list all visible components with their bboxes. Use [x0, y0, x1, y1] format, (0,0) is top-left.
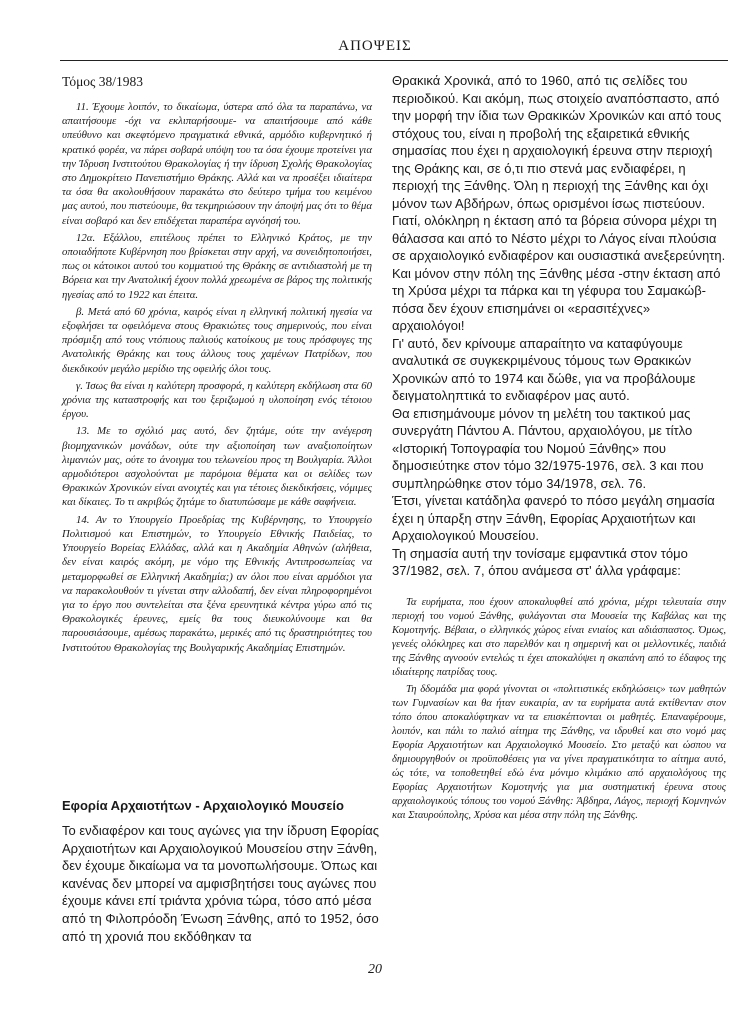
- quote-paragraph-1: Τα ευρήματα, που έχουν αποκαλυφθεί από χρόνια, μέχρι τελευταία στην περιοχή του νομού Ξάνθης, φυλάγονται στα Μουσεία της Καβάλας και της Κομοτηνής. Βέβαια, ο ελληνικός χώρος είναι ενιαίος και αδιάσπαστος. Όμως, γενεές ολόκληρες και στο παρελθόν και η σημερινή και οι μελλοντικές, παιδιά της Ξάνθης αγνοούν εντελώς τι έχει αποκαλύψει η σκαπάνη από το έδαφος της ιδιαίτερης πατρίδας τους.: [392, 596, 726, 678]
- paragraph-12b: β. Μετά από 60 χρόνια, καιρός είναι η ελληνική πολιτική ηγεσία να εξοφλήσει τα οφειλόμενα στους Θρακιώτες τους σημερινούς, που είναι πρόσμιξη από τους ντόπιους παλιούς κατοίκους με τους πρόσφυγες της Ανατολικής Θράκης και τους άλλους τους χαμένων Πατρίδων, που διεκδικούν μεγάλο μερίδιο της οφειλής όλοι τους.: [62, 305, 372, 375]
- paragraph-14: 14. Αν το Υπουργείο Προεδρίας της Κυβέρνησης, το Υπουργείο Πολιτισμού και Επιστημών, το Υπουργείο Εθνικής Παιδείας, το Υπουργείο Βορείας Ελλάδας, αλλά και η Ακαδημία Αθηνών (αλήθεια, δεν είναι καιρός ακόμη, με νόμο της Εθνικής Αντιπροσωπείας να μεταμορφωθεί σε Ελληνική Ακαδημία;) αν όλοι που είναι αρμόδιοι για να παρακολουθούν τι γίνεται στην αλλοδαπή, δεν είναι πληροφορημένοι για το έργο που συντελείται στα ξένα ερευνητικά κέντρα γύρω από τις Θρακολογικές έρευνες, εμείς θα τους διευκολύνουμε και θα παρουσιάσουμε, αμέσως παρακάτω, μερικές από τις δραστηριότητες του Ινστιτούτου Θρακολογίας της Βουλγαρικής Ακαδημίας Επιστημών.: [62, 513, 372, 654]
- right-paragraph-1: Θρακικά Χρονικά, από το 1960, από τις σελίδες του περιοδικού. Και ακόμη, πως στοιχείο αναπόσπαστο, από την μορφή την ίδια των Θρακικών Χρονικών και από τους στόχους του, είναι η προβολή της εξαιρετικά εθνικής σημασίας που έχει η αρχαιολογική έρευνα στην περιοχή της Θράκης και, σε ό,τι πιο στενά μας ενδιαφέρει, η περιοχή της Ξάνθης. Όλη η περιοχή της Ξάνθης και όχι μόνον των Αβδήρων, όπως ορισμένοι ίσως πιστεύουν. Γιατί, ολόκληρη η έκταση από τα βόρεια σύνορα μέχρι τη θάλασσα και από το Νέστο μέχρι το Λάγος είναι πλούσια σε αρχαιολογικό ενδιαφέρον και ουσιαστικά ανεξερεύνητη. Και μόνον στην πόλη της Ξάνθης μέσα -στην έκταση από τη Χρύσα μέχρι τα πάρκα και τη γέφυρα του Σαμακώβ- πόσα δεν έχουν επισημάνει οι «ερασιτέχνες» αρχαιολόγοι!: [392, 73, 726, 333]
- right-paragraph-4: Έτσι, γίνεται κατάδηλα φανερό το πόσο μεγάλη σημασία έχει η ύπαρξη στην Ξάνθη, Εφορίας Αρχαιοτήτων και Αρχαιολογικού Μουσείου.: [392, 493, 715, 543]
- left-column: [62, 72, 372, 658]
- right-paragraph-5: Τη σημασία αυτή την τονίσαμε εμφαντικά στον τόμο 37/1982, σελ. 7, όπου ανάμεσα στ' άλλα γράφαμε:: [392, 545, 688, 578]
- header-rule: [60, 60, 728, 61]
- right-column: [392, 72, 726, 826]
- paragraph-11: 11. Έχουμε λοιπόν, το δικαίωμα, ύστερα από όλα τα παραπάνω, να απαιτήσουμε -όχι να εκλιπαρήσουμε- να απαιτήσουμε από κάθε υπεύθυνο και σκεφτόμενο πραγματικά εθνικά, αρμόδιο κυβερνητικό ή κρατικό φορέα, να πάρει σοβαρά υπόψη του τα όσα έχουμε προτείνει για την Ίδρυση Ινστιτούτου Θρακολογίας ή την ίδρυση Σχολής Θρακολογίας στο Δημοκρίτειο Πανεπιστήμιο Θράκης. Αλλά και να προσέξει ιδιαίτερα τα όσα θα ακολουθήσουν παρακάτω στο δεύτερο τμήμα του κειμένου μας αυτού, που πιστεύουμε, θα τεκμηριώσουν την άποψή μας ότι το θέμα είναι σοβαρό και δεν επιδέχεται παραπέρα αγνόησή του.: [62, 101, 372, 227]
- section-heading: Εφορία Αρχαιοτήτων - Αρχαιολογικό Μουσείο: [62, 798, 344, 813]
- running-head: ΑΠΟΨΕΙΣ: [338, 38, 412, 54]
- body-paragraph: Το ενδιαφέρον και τους αγώνες για την ίδρυση Εφορίας Αρχαιοτήτων και Αρχαιολογικού Μουσείου στην Ξάνθη, δεν έχουμε δικαίωμα να τα μονοπωλήσουμε. Όπως και κανένας δεν μπορεί να αμφισβητήσει τους αγώνες που έχουμε κάνει επί τριάντα χρόνια τώρα, τόσο από μέσα από τη Φιλοπρόοδη Ένωση Ξάνθης, από το 1952, όσο από τη χρονιά που εκδόθηκαν τα: [62, 823, 379, 944]
- quote-paragraph-2: Τη δδομάδα μια φορά γίνονται οι «πολιτιστικές εκδηλώσεις» των μαθητών των Γυμνασίων και θα ήταν ευκαιρία, αν τα ευρήματα αυτά εκτίθενταν στον τόπο όπου αποκαλύφτηκαν να τα επισκέπτονται οι μαθητές. Επαναφέρουμε, λοιπόν, και πάλι το παλιό αίτημα της Ξάνθης, να ιδρυθεί και στο νομό μας Εφορία Αρχαιοτήτων και Αρχαιολογικό Μουσείο. Στο μεταξύ και ώσπου να δημιουργηθούν οι προϋποθέσεις για να γίνει πραγματικότητα το αίτημα αυτό, ώς τότε, να τοποθετηθεί εδώ ένα μόνιμο κλιμάκιο από αρχαιολόγους της Εφορίας Αρχαιοτήτων Κομοτηνής για μια συστηματική έρευνα στους αρχαιολογικούς τόπους του νομού Ξάνθης: Άβδηρα, Λάγος, περιοχή Κομνηνών και Σταυρούπολης, Χρύσα και μέσα στην πόλη της Ξάνθης.: [392, 683, 726, 821]
- page-number: 20: [368, 962, 382, 977]
- paragraph-12c: γ. Ίσως θα είναι η καλύτερη προσφορά, η καλύτερη εκδήλωση στα 60 χρόνια της καταστροφής και του ξεριζωμού η υλοποίηση ενός τέτοιου έργου.: [62, 379, 372, 421]
- quoted-passage: [392, 596, 726, 823]
- paragraph-13: 13. Με το σχόλιό μας αυτό, δεν ζητάμε, ούτε την ανέγερση βιομηχανικών μονάδων, ούτε την αξιοποίηση των αναξιοποίητων λιμανιών μας, ούτε το άνοιγμα του τελωνείου προς τη Βουλγαρία. Άλλοι αρμοδιότεροι ασχολούνται με παρόμοια θέματα και οι σελίδες των Θρακικών Χρονικών είναι ανοιχτές και για τέτοιες διεκδικήσεις, νόμιμες και δίκαιες. Το τι ακριβώς ζητάμε το διατυπώσαμε με κάθε σαφήνεια.: [62, 425, 372, 509]
- right-paragraph-3: Θα επισημάνουμε μόνον τη μελέτη του τακτικού μας συνεργάτη Πάντου Α. Πάντου, αρχαιολόγου, με τίτλο «Ιστορική Τοπογραφία του Νομού Ξάνθης» που δημοσιεύτηκε στον τόμο 32/1975-1976, σελ. 3 και που συμπληρώθηκε στον τόμο 34/1978, σελ. 76.: [392, 405, 704, 491]
- left-bottom-text: [62, 822, 380, 945]
- volume-label: Τόμος 38/1983: [62, 74, 144, 89]
- paragraph-12a: 12α. Εξάλλου, επιτέλους πρέπει το Ελληνικό Κράτος, με την οποιαδήποτε Κυβέρνηση που βρίσκεται στην αρχή, να συνειδητοποιήσει, πως οι κάτοικοι αυτού του κομματιού της Θράκης σε αντιδιαστολή με τη Βόρεια και την Ανατολική έχουν πολλά χρεωμένα σε βάρος της πολιτικής ηγεσίας από το 1922 και έπειτα.: [62, 231, 372, 301]
- right-paragraph-2: Γι' αυτό, δεν κρίνουμε απαραίτητο να καταφύγουμε αναλυτικά σε συγκεκριμένους τόμους των Θρακικών Χρονικών από το 1974 και δώθε, για να προβάλουμε δειγματοληπτικά το ενδιαφέρον μας αυτό.: [392, 335, 696, 403]
